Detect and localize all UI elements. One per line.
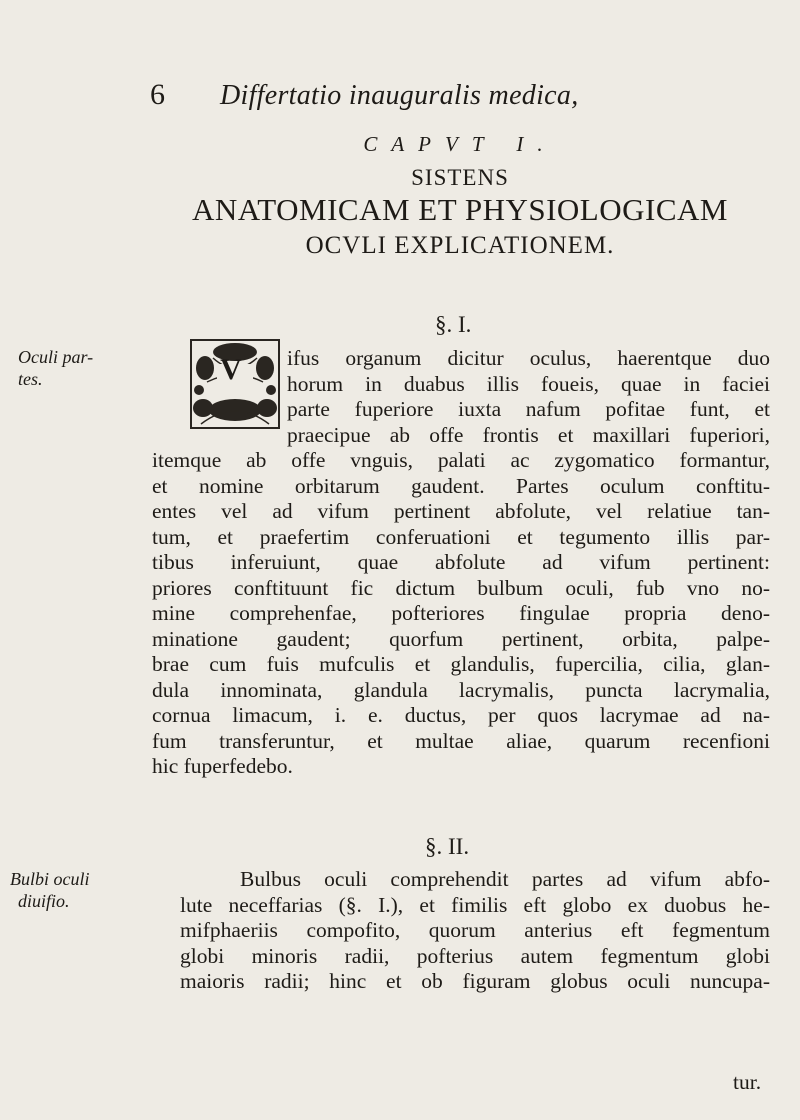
margin-note-line: Bulbi oculi <box>10 869 90 889</box>
chapter-heading: CAPVT I. <box>363 132 557 156</box>
text-line-final: tur. <box>733 1070 762 1094</box>
text-line: entes vel ad vifum pertinent abfolute, vel relatiue tan- <box>152 499 770 523</box>
text-line: mine comprehenfae, pofteriores fingulae propria deno- <box>152 601 770 625</box>
text-line: hic fuperfedebo. <box>152 754 293 778</box>
text-line: globi minoris radii, pofterius autem fegmentum globi <box>180 943 770 968</box>
paragraph-2 <box>180 867 770 995</box>
chapter-subtitle-line2: ANATOMICAM ET PHYSIOLOGICAM <box>192 192 728 227</box>
margin-note-line: Oculi par- <box>18 347 94 367</box>
paragraph-1 <box>152 448 770 780</box>
paragraph-1-beside-initial <box>287 346 770 448</box>
text-line: cornua limacum, i. e. ductus, per quos lacrymae ad na- <box>152 703 770 727</box>
text-line: priores conftituunt fic dictum bulbum oculi, fub vno no- <box>152 575 770 600</box>
section-mark-1: §. I. <box>435 312 472 337</box>
running-head <box>150 78 790 118</box>
text-line: Bulbus oculi comprehendit partes ad vifum abfo- <box>240 867 770 891</box>
text-line: ifus organum dicitur oculus, haerentque duo <box>287 346 770 370</box>
text-line: lute neceffarias (§. I.), et fimilis eft globo ex duobus he- <box>180 892 770 917</box>
text-line: horum in duabus illis foueis, quae in faciei <box>287 371 770 396</box>
chapter-subtitle-line3: OCVLI EXPLICATIONEM. <box>305 232 615 259</box>
text-line: minatione gaudent; quorfum pertinent, orbita, palpe- <box>152 626 770 651</box>
page-number: 6 <box>150 78 165 111</box>
text-line: tum, et praefertim conferuationi et tegumento illis par- <box>152 524 770 549</box>
margin-note-1 <box>18 346 126 390</box>
margin-note-2 <box>10 868 118 912</box>
initial-letter: V <box>220 353 242 386</box>
text-line: mifphaeriis compofito, quorum anterius eft fegmentum <box>180 918 770 942</box>
text-line: praecipue ab offe frontis et maxillari fuperiori, <box>287 422 770 447</box>
text-line: dula innominata, glandula lacrymalis, puncta lacrymalia, <box>152 677 770 702</box>
margin-note-line: diuifio. <box>18 891 70 911</box>
text-line: fum transferuntur, et multae aliae, quarum recenfioni <box>152 728 770 753</box>
chapter-subtitle-line1: SISTENS <box>411 165 509 190</box>
text-line: itemque ab offe vnguis, palati ac zygomatico formantur, <box>152 448 770 472</box>
section-mark-2: §. II. <box>425 834 470 859</box>
text-line: brae cum fuis mufculis et glandulis, fupercilia, cilia, glan- <box>152 652 770 676</box>
text-line: maioris radii; hinc et ob figuram globus oculi nuncupa- <box>180 969 770 993</box>
text-line: et nomine orbitarum gaudent. Partes oculum conftitu- <box>152 473 770 498</box>
margin-note-line: tes. <box>18 369 43 389</box>
running-title: Differtatio inauguralis medica, <box>220 80 579 111</box>
text-line: parte fuperiore iuxta nafum pofitae funt, et <box>287 397 770 421</box>
decorated-initial <box>187 338 283 430</box>
text-line: tibus inferuiunt, quae abfolute ad vifum pertinent: <box>152 550 770 574</box>
